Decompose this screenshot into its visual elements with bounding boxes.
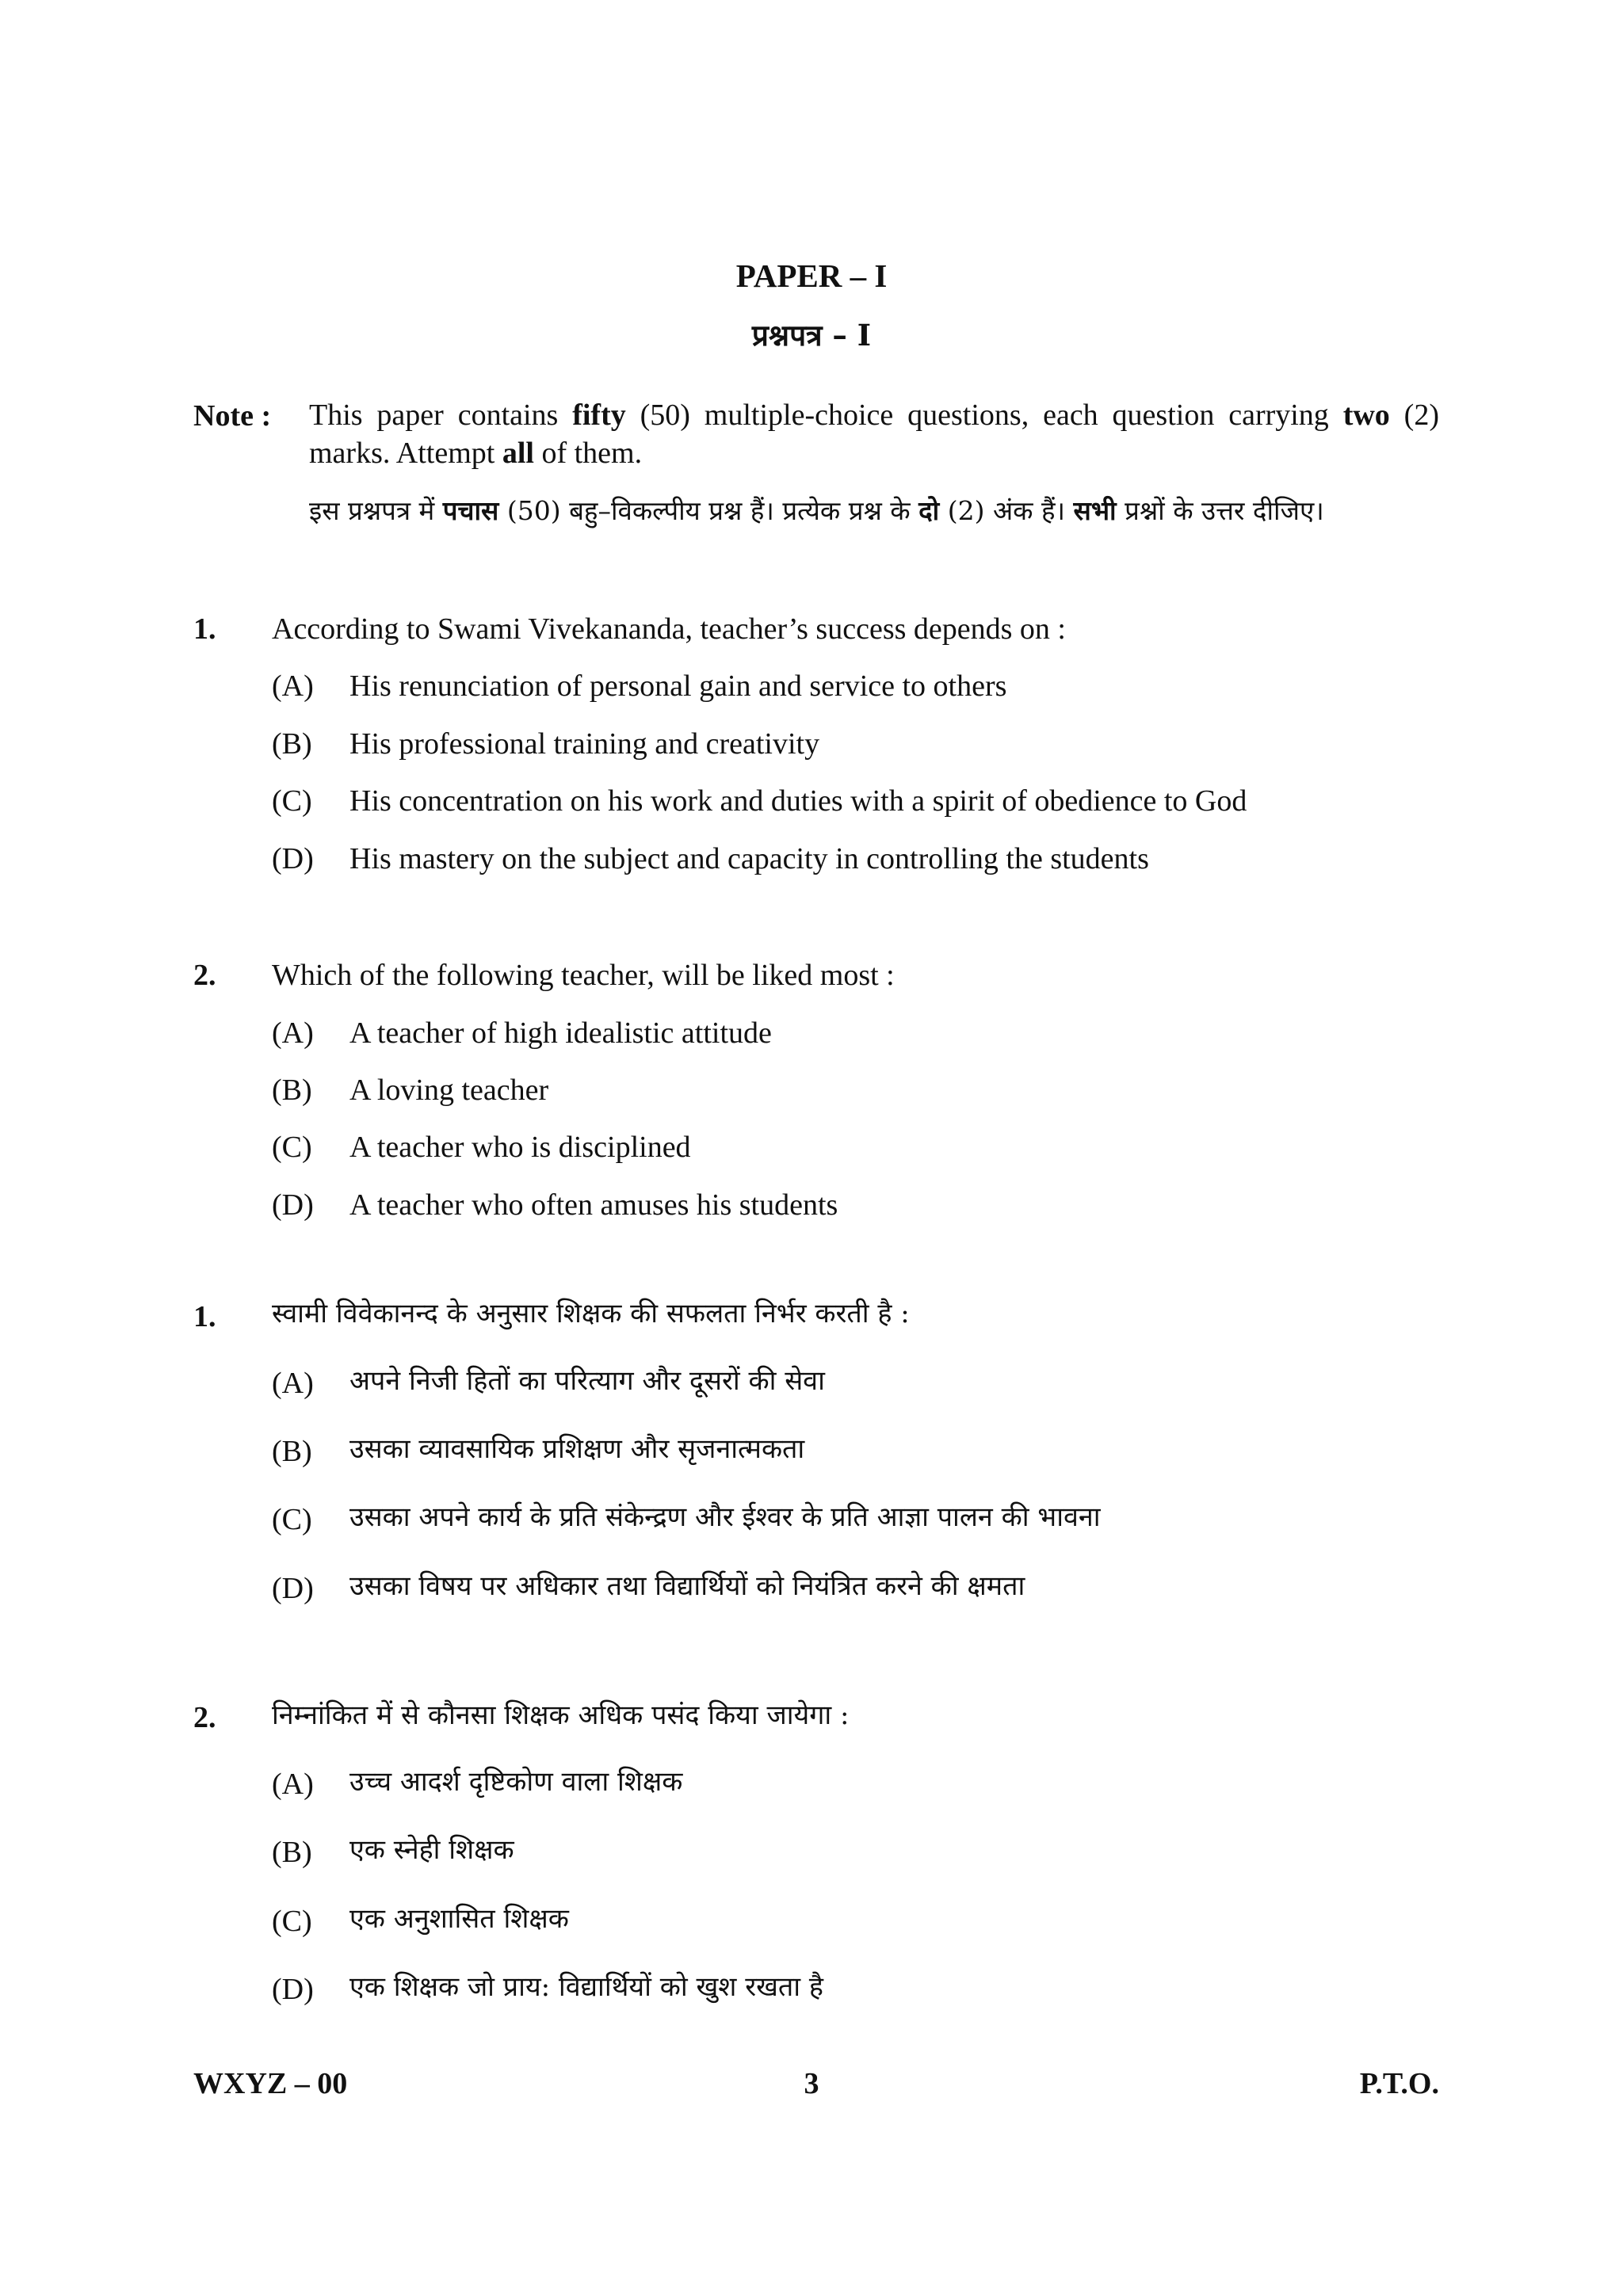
- option-letter: (B): [272, 727, 312, 761]
- option-text: उसका अपने कार्य के प्रति संकेन्द्रण और ईश्वर के प्रति आज्ञा पालन की भावना: [349, 1501, 1101, 1533]
- option-text: A teacher of high idealistic attitude: [349, 1016, 772, 1050]
- option-letter: (D): [272, 842, 314, 875]
- option-letter: (C): [272, 784, 312, 818]
- option-letter: (C): [272, 1131, 312, 1164]
- option-letter: (D): [272, 1973, 314, 2006]
- option-letter: (B): [272, 1836, 312, 1869]
- option-letter: (A): [272, 1367, 314, 1400]
- option-letter: (B): [272, 1074, 312, 1107]
- option-text: उसका व्यावसायिक प्रशिक्षण और सृजनात्मकता: [349, 1433, 805, 1465]
- option-text: His renunciation of personal gain and service to others: [349, 669, 1007, 703]
- question-text: Which of the following teacher, will be liked most :: [272, 959, 895, 992]
- option-text: His professional training and creativity: [349, 727, 820, 761]
- option-letter: (D): [272, 1572, 314, 1605]
- option-text: एक स्नेही शिक्षक: [349, 1834, 514, 1866]
- option-text: उच्च आदर्श दृष्टिकोण वाला शिक्षक: [349, 1766, 683, 1798]
- question-number: 1.: [193, 612, 216, 646]
- option-text: उसका विषय पर अधिकार तथा विद्यार्थियों को नियंत्रित करने की क्षमता: [349, 1570, 1025, 1602]
- option-letter: (B): [272, 1435, 312, 1468]
- option-letter: (D): [272, 1188, 314, 1222]
- paper-code: WXYZ – 00: [193, 2067, 348, 2100]
- page-number: 3: [804, 2067, 819, 2100]
- option-letter: (A): [272, 1016, 314, 1050]
- option-text: एक शिक्षक जो प्राय: विद्यार्थियों को खुश रखता है: [349, 1971, 823, 2003]
- pto-label: P.T.O.: [1359, 2067, 1439, 2100]
- note-label: Note :: [193, 399, 272, 433]
- note-english: This paper contains fifty (50) multiple-choice questions, each question carrying two (2) marks. Attempt all of them.: [309, 399, 1439, 470]
- option-letter: (C): [272, 1905, 312, 1938]
- option-text: अपने निजी हितों का परित्याग और दूसरों की सेवा: [349, 1365, 825, 1397]
- option-text: His mastery on the subject and capacity in controlling the students: [349, 842, 1149, 875]
- option-text: His concentration on his work and duties with a spirit of obedience to God: [349, 784, 1247, 818]
- question-text: निम्नांकित में से कौनसा शिक्षक अधिक पसंद किया जायेगा :: [272, 1699, 850, 1731]
- question-number: 1.: [193, 1300, 216, 1333]
- paper-title: PAPER – I: [735, 257, 888, 294]
- option-text: A teacher who often amuses his students: [349, 1188, 838, 1222]
- question-text: स्वामी विवेकानन्द के अनुसार शिक्षक की सफलता निर्भर करती है :: [272, 1298, 910, 1329]
- option-letter: (A): [272, 669, 314, 703]
- option-letter: (A): [272, 1768, 314, 1801]
- question-number: 2.: [193, 959, 216, 992]
- note-hindi: इस प्रश्नपत्र में पचास (50) बहु–विकल्पीय प्रश्न हैं। प्रत्येक प्रश्न के दो (2) अंक हैं। सभी प्रश्नों के उत्तर दीजिए।: [309, 495, 1324, 526]
- option-letter: (C): [272, 1503, 312, 1536]
- option-text: एक अनुशासित शिक्षक: [349, 1903, 569, 1935]
- question-number: 2.: [193, 1701, 216, 1734]
- question-text: According to Swami Vivekananda, teacher’s success depends on :: [272, 612, 1066, 646]
- paper-title-hindi: प्रश्नपत्र – I: [751, 318, 872, 353]
- option-text: A teacher who is disciplined: [349, 1131, 691, 1164]
- option-text: A loving teacher: [349, 1074, 549, 1107]
